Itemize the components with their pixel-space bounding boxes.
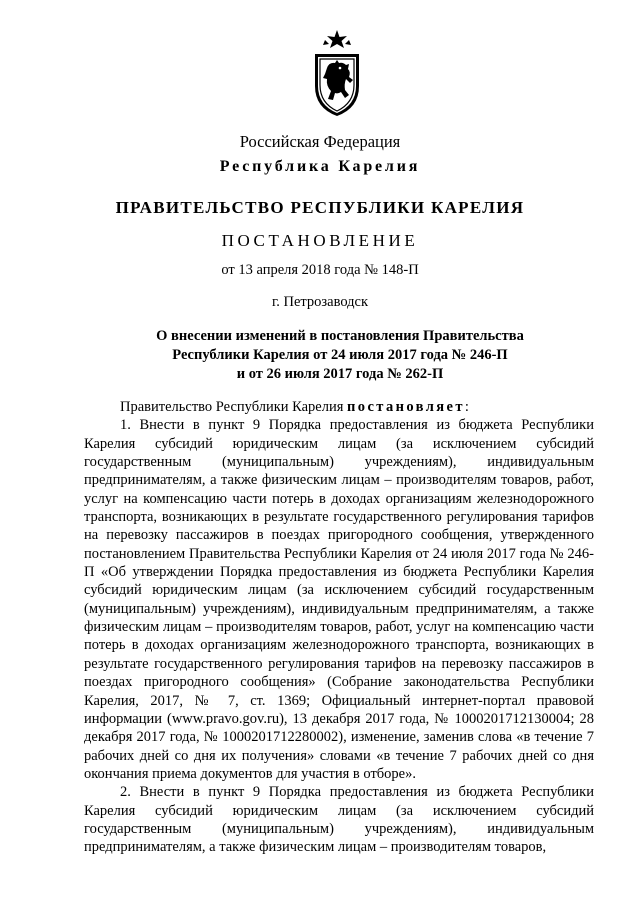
title-line: и от 26 июля 2017 года № 262-П <box>236 366 444 382</box>
intro-paragraph <box>84 398 594 416</box>
republic-heading: Республика Карелия <box>219 158 421 175</box>
city: г. Петрозаводск <box>271 294 369 310</box>
resolves-word: постановляет <box>347 399 465 415</box>
karelia-coat-of-arms-icon <box>307 28 367 118</box>
item-1-paragraph: 1. Внести в пункт 9 Порядка предоставления из бюджета Республики Карелия субсидий юридическим лицам (за исключением субсидий государственным (муниципальным) учреждениям), индивидуальным предпринимателям, а также физическим лицам – производителям товаров, работ, услуг на компенсацию части потерь в доходах организациям железнодорожного транспорта, возникающих в результате государственного регулирования тарифов на перевозку пассажиров в поездах пригородного сообщения, утвержденного постановлением Правительства Республики Карелия от 24 июля 2017 года № 246-П «Об утверждении Порядка предоставления из бюджета Республики Карелия субсидий юридическим лицам (за исключением субсидий государственным (муниципальным) учреждениям), индивидуальным предпринимателям, а также физическим лицам – производителям товаров, работ, услуг на компенсацию части потерь в доходах организациям железнодорожного транспорта, возникающих в результате государственного регулирования тарифов на перевозку пассажиров в поездах пригородного сообщения» (Собрание законодательства Республики Карелия, 2017, № 7, ст. 1369; Официальный интернет-портал правовой информации (www.pravo.gov.ru), 13 декабря 2017 года, № 1000201712130004; 28 декабря 2017 года, № 1000201712280002), изменение, заменив слова «в течение 7 рабочих дней со дня их получения» словами «в течение 7 рабочих дней со дня окончания приема документов для участия в отборе». <box>84 417 594 782</box>
star-icon <box>323 30 351 48</box>
intro-colon: : <box>464 399 469 415</box>
title-line: Республики Карелия от 24 июля 2017 года № 246-П <box>172 347 508 363</box>
date-and-number: от 13 апреля 2018 года № 148-П <box>221 262 419 278</box>
title-line: О внесении изменений в постановления Правительства <box>156 328 524 344</box>
decree-body <box>84 398 594 857</box>
federation-heading: Российская Федерация <box>239 132 401 151</box>
government-heading: ПРАВИТЕЛЬСТВО РЕСПУБЛИКИ КАРЕЛИЯ <box>115 198 525 217</box>
decree-title <box>100 327 580 384</box>
intro-text: Правительство Республики Карелия <box>120 399 348 415</box>
item-2-paragraph: 2. Внести в пункт 9 Порядка предоставления из бюджета Республики Карелия субсидий юридическим лицам (за исключением субсидий государственным (муниципальным) учреждениям), индивидуальным предпринимателям, а также физическим лицам – производителям товаров, <box>84 784 594 856</box>
document-type: ПОСТАНОВЛЕНИЕ <box>221 231 419 250</box>
